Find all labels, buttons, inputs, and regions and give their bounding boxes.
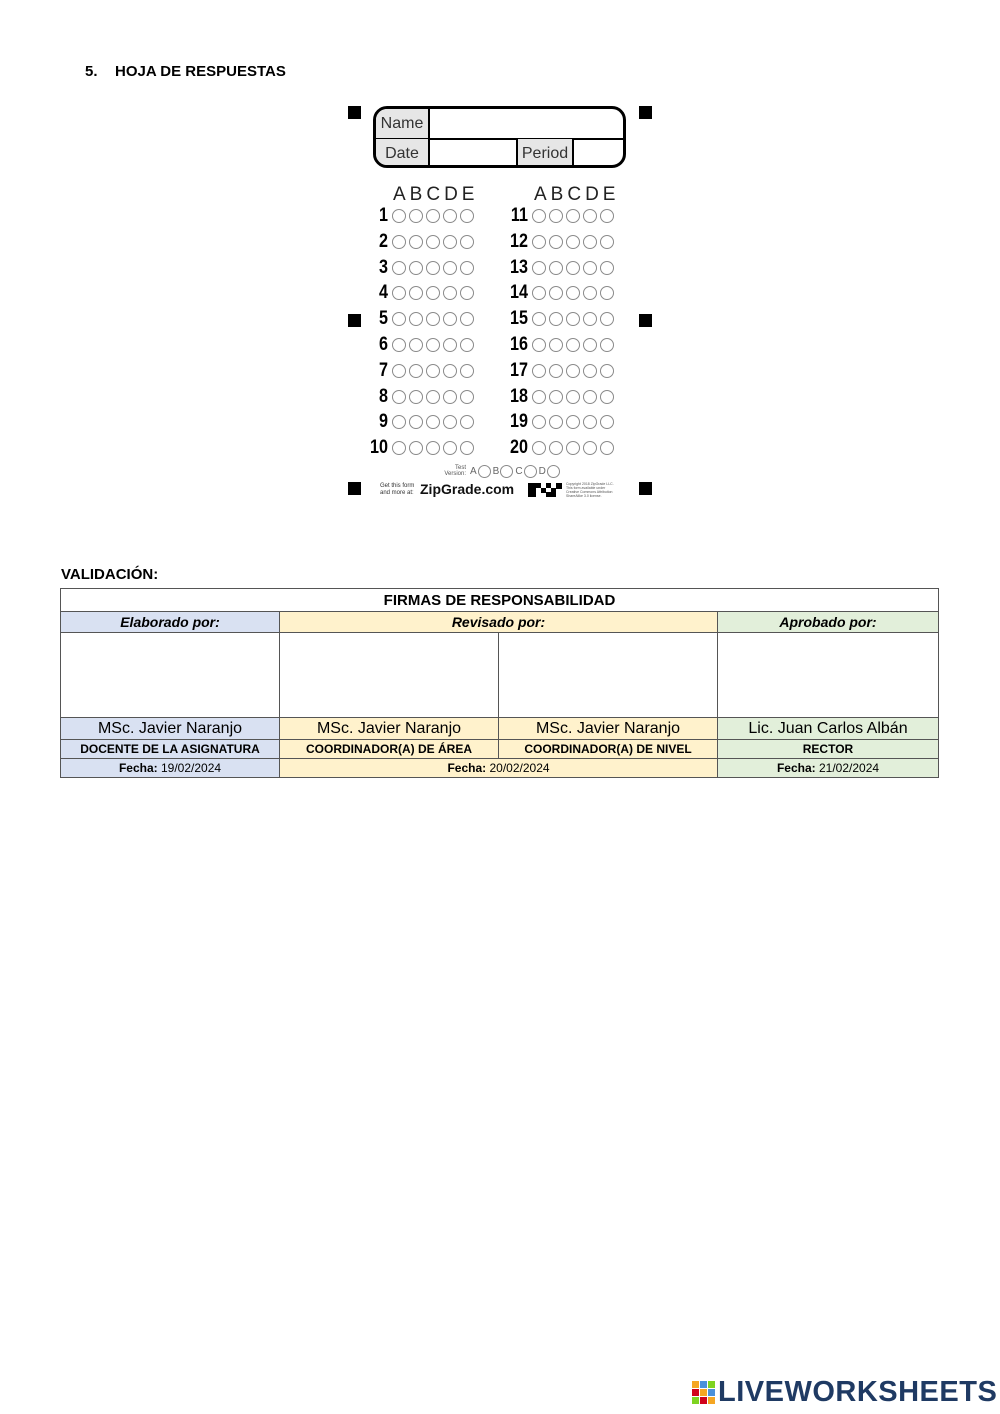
answer-bubble[interactable] bbox=[460, 261, 474, 275]
test-version-label: Test Version: bbox=[444, 465, 466, 477]
question-row bbox=[366, 205, 477, 227]
answer-bubble[interactable] bbox=[409, 209, 423, 223]
answer-bubble[interactable] bbox=[460, 338, 474, 352]
answer-bubble[interactable] bbox=[600, 209, 614, 223]
answer-bubble[interactable] bbox=[583, 441, 597, 455]
version-bubble[interactable] bbox=[500, 465, 513, 478]
question-row bbox=[366, 386, 477, 408]
question-number: 9 bbox=[379, 411, 388, 433]
role-aprobado: Aprobado por: bbox=[718, 612, 939, 633]
validation-title: VALIDACIÓN: bbox=[61, 566, 159, 583]
answer-bubble[interactable] bbox=[460, 390, 474, 404]
signer-position: COORDINADOR(A) DE NIVEL bbox=[499, 740, 718, 759]
answer-bubble[interactable] bbox=[392, 364, 406, 378]
question-row bbox=[506, 437, 617, 459]
answer-bubble[interactable] bbox=[443, 209, 457, 223]
answer-bubble[interactable] bbox=[443, 338, 457, 352]
question-row bbox=[506, 386, 617, 408]
answer-bubble[interactable] bbox=[549, 261, 563, 275]
version-letter: A bbox=[470, 465, 477, 477]
answer-bubble[interactable] bbox=[583, 390, 597, 404]
answer-bubble[interactable] bbox=[583, 415, 597, 429]
question-row bbox=[506, 360, 617, 382]
signature-table bbox=[60, 588, 939, 778]
answer-bubble[interactable] bbox=[583, 261, 597, 275]
date-label: Date bbox=[376, 139, 430, 168]
date-label: Fecha: bbox=[776, 761, 816, 775]
answer-bubble[interactable] bbox=[460, 209, 474, 223]
section-title: HOJA DE RESPUESTAS bbox=[115, 63, 286, 80]
question-row bbox=[506, 308, 617, 330]
answer-bubble[interactable] bbox=[583, 209, 597, 223]
answer-bubble[interactable] bbox=[426, 235, 440, 249]
answer-bubble[interactable] bbox=[566, 261, 580, 275]
answer-bubble[interactable] bbox=[409, 312, 423, 326]
answer-bubble[interactable] bbox=[409, 235, 423, 249]
question-row bbox=[366, 437, 477, 459]
liveworksheets-logo bbox=[692, 1376, 997, 1409]
answer-bubble[interactable] bbox=[426, 364, 440, 378]
answer-bubble[interactable] bbox=[549, 312, 563, 326]
period-label: Period bbox=[516, 139, 574, 168]
signer-name: Lic. Juan Carlos Albán bbox=[718, 718, 939, 740]
question-number: 1 bbox=[379, 205, 388, 226]
section-number: 5. bbox=[85, 63, 98, 80]
answer-bubble[interactable] bbox=[443, 312, 457, 326]
answer-sheet bbox=[340, 100, 660, 500]
question-number: 11 bbox=[510, 205, 528, 226]
date-aprobado bbox=[718, 759, 939, 778]
answer-bubble[interactable] bbox=[460, 415, 474, 429]
question-row bbox=[366, 282, 477, 304]
question-number: 3 bbox=[379, 256, 388, 278]
answer-bubble[interactable] bbox=[409, 441, 423, 455]
version-letter: B bbox=[492, 465, 500, 477]
date-label: Fecha: bbox=[118, 761, 158, 775]
answer-bubble[interactable] bbox=[532, 286, 546, 300]
answer-bubble[interactable] bbox=[409, 261, 423, 275]
answer-bubble[interactable] bbox=[549, 209, 563, 223]
answer-letters-left: ABCDE bbox=[393, 184, 479, 205]
signer-name: MSc. Javier Naranjo bbox=[499, 718, 718, 740]
question-number: 15 bbox=[510, 308, 528, 330]
answer-bubble[interactable] bbox=[409, 364, 423, 378]
name-date-box bbox=[373, 106, 626, 168]
version-bubble[interactable] bbox=[478, 465, 491, 478]
question-number: 6 bbox=[379, 334, 388, 355]
answer-bubble[interactable] bbox=[392, 415, 406, 429]
question-number: 20 bbox=[510, 437, 528, 459]
answer-bubble[interactable] bbox=[549, 235, 563, 249]
signer-name: MSc. Javier Naranjo bbox=[280, 718, 499, 740]
answer-bubble[interactable] bbox=[600, 235, 614, 249]
answer-bubble[interactable] bbox=[566, 209, 580, 223]
role-revisado: Revisado por: bbox=[280, 612, 718, 633]
answer-bubble[interactable] bbox=[549, 364, 563, 378]
question-number: 10 bbox=[370, 437, 388, 459]
date-elaborado bbox=[61, 759, 280, 778]
answer-letters-right: ABCDE bbox=[534, 184, 620, 205]
signer-position: RECTOR bbox=[718, 740, 939, 759]
answer-bubble[interactable] bbox=[549, 415, 563, 429]
question-row bbox=[366, 334, 477, 356]
answer-bubble[interactable] bbox=[532, 235, 546, 249]
registration-mark bbox=[639, 482, 652, 495]
answer-bubble[interactable] bbox=[443, 390, 457, 404]
question-row bbox=[366, 231, 477, 253]
answer-bubble[interactable] bbox=[443, 415, 457, 429]
registration-mark bbox=[639, 106, 652, 119]
answer-bubble[interactable] bbox=[392, 286, 406, 300]
signature-cell bbox=[280, 633, 499, 718]
answer-bubble[interactable] bbox=[443, 364, 457, 378]
answer-bubble[interactable] bbox=[583, 364, 597, 378]
answer-bubble[interactable] bbox=[532, 338, 546, 352]
question-row bbox=[506, 231, 617, 253]
question-number: 4 bbox=[379, 282, 388, 304]
answer-bubble[interactable] bbox=[426, 338, 440, 352]
question-row bbox=[506, 282, 617, 304]
answer-bubble[interactable] bbox=[566, 390, 580, 404]
signature-cell bbox=[499, 633, 718, 718]
date-value: 19/02/2024 bbox=[160, 761, 222, 775]
answer-bubble[interactable] bbox=[566, 235, 580, 249]
answer-bubble[interactable] bbox=[443, 261, 457, 275]
answer-bubble[interactable] bbox=[566, 338, 580, 352]
answer-bubble[interactable] bbox=[600, 441, 614, 455]
answer-bubble[interactable] bbox=[532, 415, 546, 429]
question-number: 2 bbox=[379, 230, 388, 252]
answer-bubble[interactable] bbox=[566, 364, 580, 378]
answer-bubble[interactable] bbox=[549, 390, 563, 404]
answer-bubble[interactable] bbox=[392, 441, 406, 455]
answer-bubble[interactable] bbox=[426, 261, 440, 275]
date-value: 21/02/2024 bbox=[818, 761, 880, 775]
answer-bubble[interactable] bbox=[532, 364, 546, 378]
answer-bubble[interactable] bbox=[409, 415, 423, 429]
signer-position: COORDINADOR(A) DE ÁREA bbox=[280, 740, 499, 759]
answer-bubble[interactable] bbox=[460, 286, 474, 300]
answer-bubble[interactable] bbox=[426, 312, 440, 326]
answer-bubble[interactable] bbox=[600, 286, 614, 300]
question-number: 5 bbox=[379, 308, 388, 330]
answer-bubble[interactable] bbox=[532, 390, 546, 404]
answer-bubble[interactable] bbox=[460, 441, 474, 455]
question-number: 16 bbox=[510, 334, 528, 355]
answer-bubble[interactable] bbox=[532, 312, 546, 326]
answer-bubble[interactable] bbox=[392, 338, 406, 352]
answer-bubble[interactable] bbox=[443, 235, 457, 249]
question-number: 17 bbox=[510, 359, 528, 381]
answer-bubble[interactable] bbox=[532, 261, 546, 275]
answer-bubble[interactable] bbox=[443, 441, 457, 455]
answer-bubble[interactable] bbox=[532, 441, 546, 455]
answer-bubble[interactable] bbox=[600, 261, 614, 275]
version-letter: C bbox=[515, 465, 523, 477]
answer-bubble[interactable] bbox=[549, 441, 563, 455]
answer-bubble[interactable] bbox=[426, 390, 440, 404]
answer-bubble[interactable] bbox=[392, 390, 406, 404]
question-number: 19 bbox=[510, 411, 528, 433]
answer-bubble[interactable] bbox=[600, 364, 614, 378]
answer-bubble[interactable] bbox=[409, 390, 423, 404]
version-bubble[interactable] bbox=[524, 465, 537, 478]
question-number: 7 bbox=[379, 359, 388, 381]
answer-bubble[interactable] bbox=[392, 235, 406, 249]
answer-bubble[interactable] bbox=[426, 415, 440, 429]
checker-pattern-icon bbox=[528, 483, 562, 497]
date-value: 20/02/2024 bbox=[489, 761, 550, 775]
answer-bubble[interactable] bbox=[392, 209, 406, 223]
date-revisado bbox=[280, 759, 718, 778]
registration-mark bbox=[348, 106, 361, 119]
registration-mark bbox=[639, 314, 652, 327]
question-row bbox=[506, 205, 617, 227]
answer-bubble[interactable] bbox=[566, 286, 580, 300]
question-row bbox=[506, 334, 617, 356]
section-heading bbox=[85, 63, 286, 80]
question-row bbox=[506, 257, 617, 279]
answer-bubble[interactable] bbox=[600, 415, 614, 429]
answer-bubble[interactable] bbox=[566, 312, 580, 326]
question-row bbox=[506, 411, 617, 433]
answer-bubble[interactable] bbox=[583, 338, 597, 352]
answer-bubble[interactable] bbox=[600, 312, 614, 326]
version-bubble[interactable] bbox=[547, 465, 560, 478]
answer-bubble[interactable] bbox=[583, 312, 597, 326]
table-title: FIRMAS DE RESPONSABILIDAD bbox=[61, 589, 939, 612]
answer-bubble[interactable] bbox=[392, 312, 406, 326]
answer-bubble[interactable] bbox=[426, 441, 440, 455]
answer-bubble[interactable] bbox=[600, 338, 614, 352]
answer-bubble[interactable] bbox=[460, 364, 474, 378]
question-number: 8 bbox=[379, 385, 388, 407]
zipgrade-site: ZipGrade.com bbox=[420, 481, 515, 497]
signature-cell bbox=[718, 633, 939, 718]
answer-bubble[interactable] bbox=[566, 441, 580, 455]
answer-bubble[interactable] bbox=[549, 286, 563, 300]
question-number: 12 bbox=[510, 230, 528, 252]
registration-mark bbox=[348, 482, 361, 495]
date-label: Fecha: bbox=[447, 761, 487, 775]
name-label: Name bbox=[376, 109, 430, 138]
question-row bbox=[366, 411, 477, 433]
answer-bubble[interactable] bbox=[566, 415, 580, 429]
question-row bbox=[366, 360, 477, 382]
signer-position: DOCENTE DE LA ASIGNATURA bbox=[61, 740, 280, 759]
question-row bbox=[366, 257, 477, 279]
question-row bbox=[366, 308, 477, 330]
question-number: 13 bbox=[510, 256, 528, 278]
answer-bubble[interactable] bbox=[409, 286, 423, 300]
test-version bbox=[440, 463, 562, 479]
get-form-text: Get this form and more at: bbox=[380, 483, 415, 496]
answer-bubble[interactable] bbox=[460, 312, 474, 326]
answer-bubble[interactable] bbox=[460, 235, 474, 249]
liveworksheets-logo-icon bbox=[692, 1381, 716, 1405]
registration-mark bbox=[348, 314, 361, 327]
answer-bubble[interactable] bbox=[426, 209, 440, 223]
answer-bubble[interactable] bbox=[583, 286, 597, 300]
answer-bubble[interactable] bbox=[583, 235, 597, 249]
question-number: 14 bbox=[510, 282, 528, 304]
answer-bubble[interactable] bbox=[600, 390, 614, 404]
answer-bubble[interactable] bbox=[549, 338, 563, 352]
copyright-text: Copyright 2018 ZipGrade LLC. This form available under Creative Commons Attribution ShareAlike 3.0 license. bbox=[566, 482, 614, 498]
brand-name: LIVEWORKSHEETS bbox=[718, 1376, 998, 1408]
answer-bubble[interactable] bbox=[409, 338, 423, 352]
answer-bubble[interactable] bbox=[426, 286, 440, 300]
answer-bubble[interactable] bbox=[443, 286, 457, 300]
answer-bubble[interactable] bbox=[392, 261, 406, 275]
signature-cell bbox=[61, 633, 280, 718]
answer-bubble[interactable] bbox=[532, 209, 546, 223]
question-number: 18 bbox=[510, 385, 528, 407]
role-elaborado: Elaborado por: bbox=[61, 612, 280, 633]
version-letter: D bbox=[538, 465, 546, 477]
signer-name: MSc. Javier Naranjo bbox=[61, 718, 280, 740]
